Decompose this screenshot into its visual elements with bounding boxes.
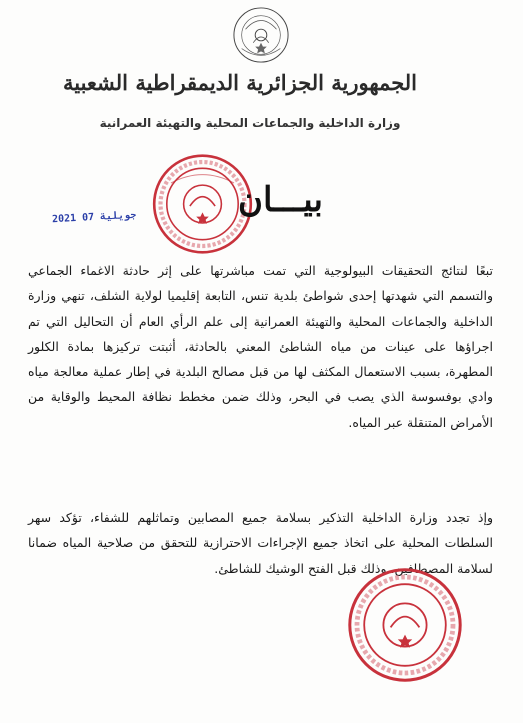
ministry-heading: وزارة الداخلية والجماعات المحلية والتهيئة العمرانية — [99, 116, 401, 130]
republic-heading: الجمهورية الجزائرية الديمقراطية الشعبية — [62, 70, 417, 95]
body-paragraph-1: تبعًا لنتائج التحقيقات البيولوجية التي تمت مباشرتها على إثر حادثة الاغماء الجماعي والتسمم التي شهدتها إحدى شواطئ بلدية تنس، التابعة إقليميا لولاية الشلف، تنهي وزارة الداخلية والجماعات المحلية والتهيئة العمرانية إلى علم الرأي العام أن التحاليل التي تم اجراؤها على عينات من مياه الشاطئ المعني بالحادثة، أثبتت تركيزها بمادة الكلور المطهرة، بسبب الاستعمال المكثف لها من قبل مصالح البلدية في إطار عملية معالجة مياه وادي بوفسوسة الذي يصب في البحر، وذلك ضمن مخطط نظافة المحيط والوقاية من الأمراض المتنقلة عبر المياه. — [28, 263, 493, 430]
body-paragraph-2: وإذ تجدد وزارة الداخلية التذكير بسلامة جميع المصابين وتماثلهم للشفاء، تؤكد سهر السلطات المحلية على اتخاذ جميع الإجراءات الاحترازية للتحقق من صلاحية المياه ضمانا لسلامة المصطافين، وذلك قبل الفتح الوشيك للشاطئ. — [28, 510, 493, 576]
official-stamp-icon — [345, 560, 465, 690]
document-title: بيـــان — [238, 180, 323, 220]
national-emblem-icon — [232, 6, 290, 64]
date-stamp: 2021 جويلية 07 — [51, 209, 137, 226]
